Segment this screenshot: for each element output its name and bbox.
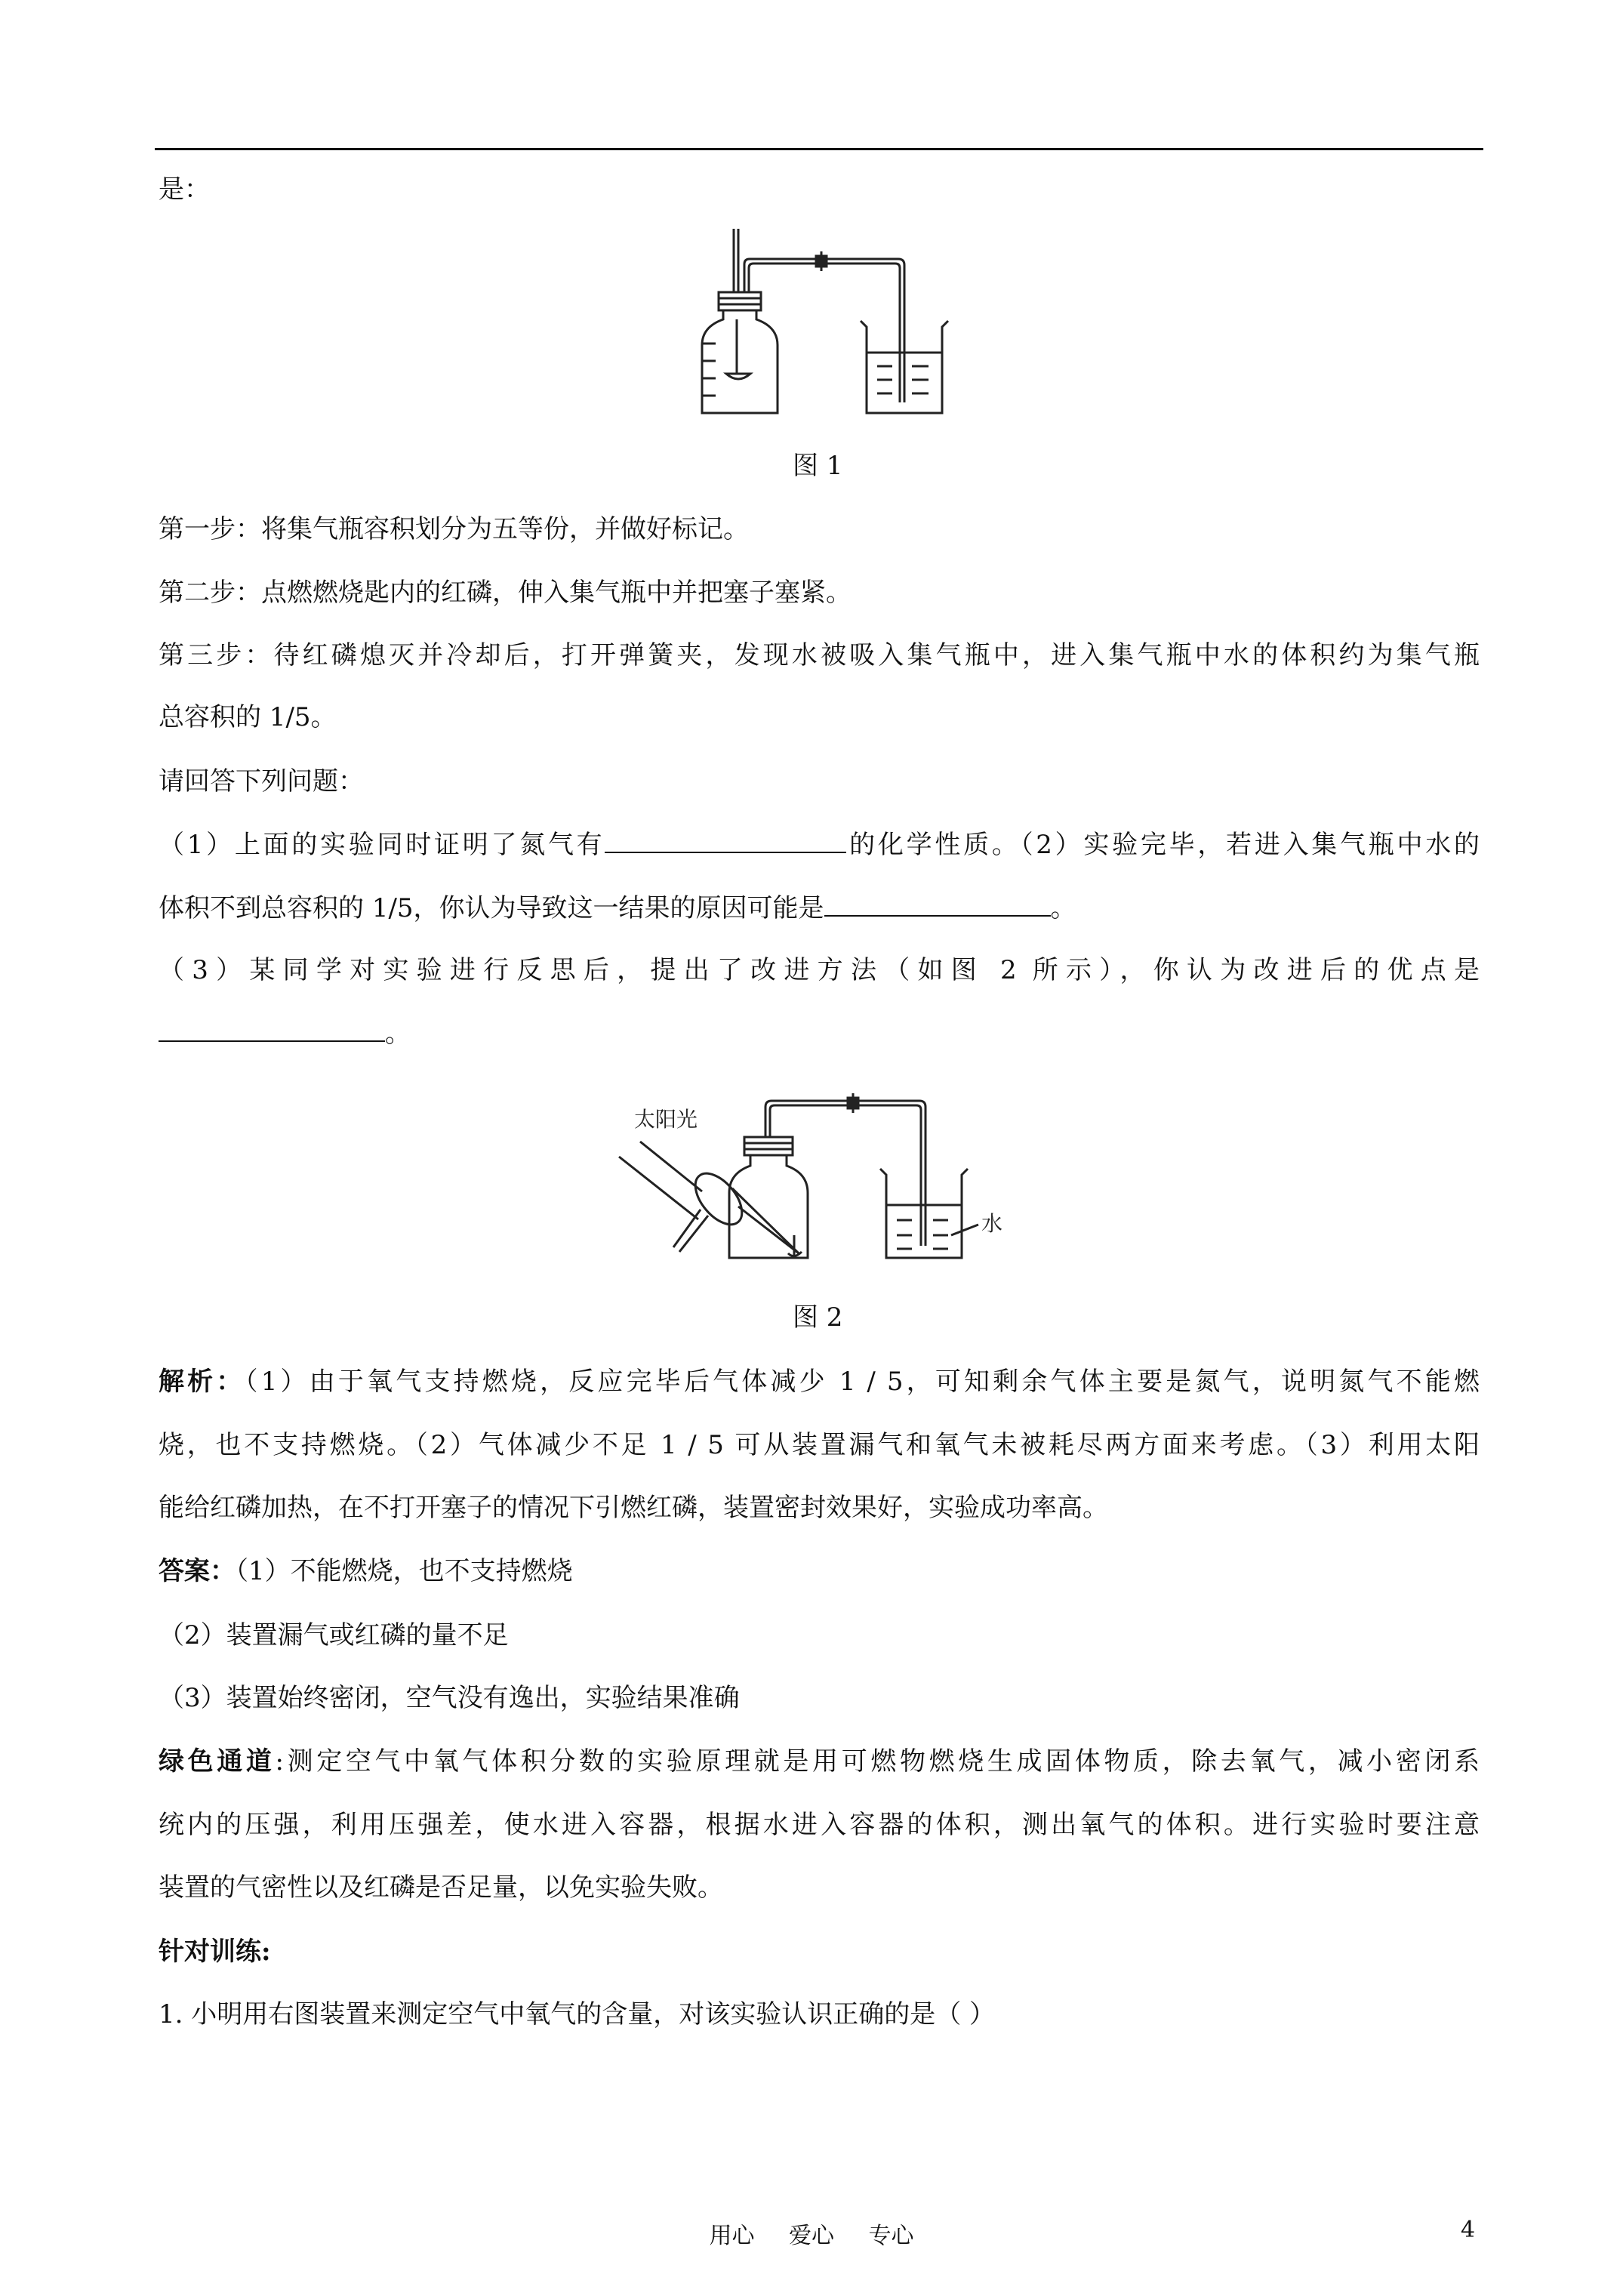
footer-item-1: 用心 [709, 2223, 755, 2249]
question-prompt: 请回答下列问题： [159, 766, 364, 797]
step-2: 第二步：点燃燃烧匙内的红磷，伸入集气瓶中并把塞子塞紧。 [159, 578, 852, 608]
question-2-text-a: 体积不到总容积的 1/5，你认为导致这一结果的原因可能是 [159, 893, 824, 923]
answer-3: （3）装置始终密闭，空气没有逸出，实验结果准确 [159, 1683, 740, 1713]
analysis-line-2: 烧，也不支持燃烧。（2）气体减少不足 1 / 5 可从装置漏气和氧气未被耗尽两方面来考虑。（3）利用太阳 [159, 1430, 1480, 1460]
answer-line-1 [159, 1552, 1480, 1590]
sunlight-label: 太阳光 [634, 1107, 698, 1132]
analysis-label: 解析： [159, 1367, 245, 1397]
footer-item-3: 专心 [868, 2223, 914, 2249]
training-label: 针对训练: [159, 1937, 271, 1967]
analysis-line-3: 能给红磷加热，在不打开塞子的情况下引燃红磷，装置密封效果好，实验成功率高。 [159, 1493, 1108, 1523]
green-line-2: 统内的压强，利用压强差，使水进入容器，根据水进入容器的体积，测出氧气的体积。进行实验时要注意 [159, 1810, 1480, 1840]
answer-blank-2[interactable] [824, 891, 1051, 917]
answer-blank-3[interactable] [159, 1016, 385, 1042]
figure-1-caption: 图 1 [793, 451, 843, 481]
green-line-3: 装置的气密性以及红磷是否足量，以免实验失败。 [159, 1872, 723, 1903]
step-3-line-2: 总容积的 1/5。 [159, 702, 337, 732]
figure-2-caption: 图 2 [793, 1302, 843, 1333]
question-3-line-2 [159, 1015, 1480, 1052]
question-2-text-b: 。 [1050, 893, 1076, 923]
analysis-line-1 [159, 1363, 1480, 1401]
green-label: 绿色通道 [159, 1746, 276, 1777]
page-number: 4 [1461, 2217, 1476, 2243]
question-2-line [159, 889, 1480, 927]
question-1-text-b: 的化学性质。（2）实验完毕，若进入集气瓶中水的 [846, 830, 1480, 860]
training-question-1: 1. 小明用右图装置来测定空气中氧气的含量，对该实验认识正确的是（ ） [159, 1999, 996, 2029]
answer-1: （1）不能燃烧，也不支持燃烧 [236, 1556, 573, 1586]
footer-item-2: 爱心 [789, 2223, 834, 2249]
green-line-1 [159, 1743, 1480, 1780]
footer [0, 2217, 1623, 2250]
figure-1-apparatus [672, 223, 974, 427]
header-rule [155, 148, 1483, 150]
step-1: 第一步：将集气瓶容积划分为五等份，并做好标记。 [159, 514, 749, 544]
green-text-1: :测定空气中氧气体积分数的实验原理就是用可燃物燃烧生成固体物质，除去氧气，减小密闭系 [275, 1746, 1480, 1777]
figure-2-apparatus [604, 1087, 1027, 1276]
water-label: 水 [981, 1211, 1003, 1236]
answer-blank-1[interactable] [605, 827, 846, 853]
top-text: 是： [159, 174, 210, 205]
answer-label: 答案： [159, 1556, 236, 1586]
question-3-line-1: （3）某同学对实验进行反思后，提出了改进方法（如图 2 所示），你认为改进后的优点是 [159, 955, 1480, 985]
question-1-text-a: （1）上面的实验同时证明了氮气有 [159, 830, 605, 860]
step-3-line-1: 第三步：待红磷熄灭并冷却后，打开弹簧夹，发现水被吸入集气瓶中，进入集气瓶中水的体积约为集气瓶 [159, 640, 1480, 670]
question-1-line [159, 826, 1480, 864]
answer-2: （2）装置漏气或红磷的量不足 [159, 1620, 509, 1650]
analysis-text-1: （1）由于氧气支持燃烧，反应完毕后气体减少 1 / 5，可知剩余气体主要是氮气，说明氮气不能燃 [245, 1367, 1480, 1397]
question-3-end: 。 [385, 1019, 411, 1049]
